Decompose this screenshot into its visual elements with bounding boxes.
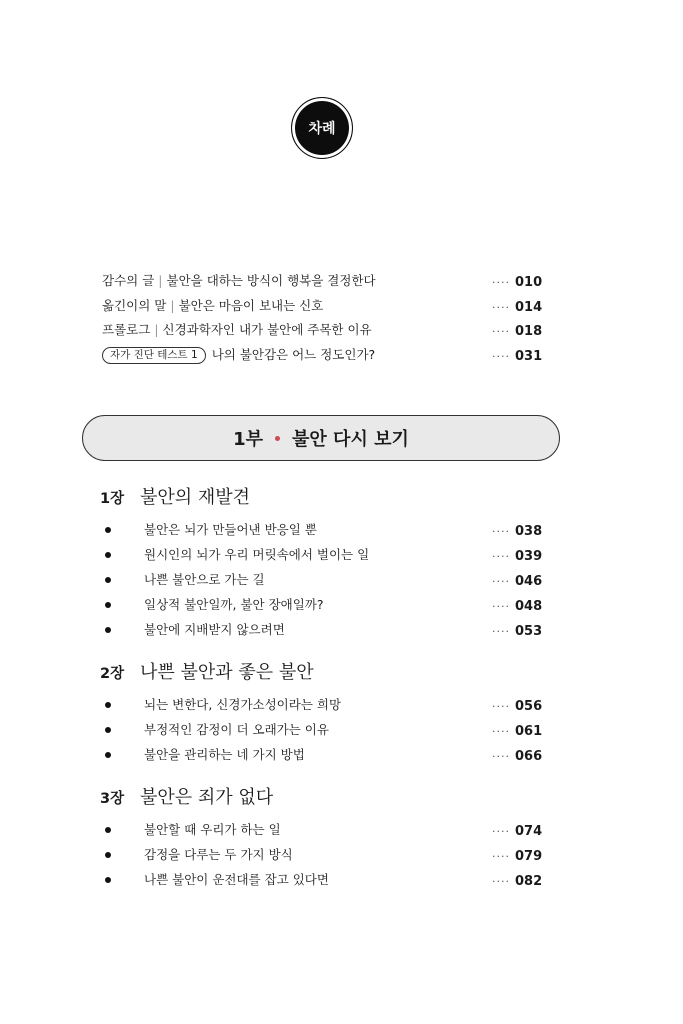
toc-item[interactable] (105, 744, 552, 766)
leader-dots: ···· (492, 276, 510, 289)
chapter-number: 2장 (100, 666, 125, 682)
item-text: 부정적인 감정이 더 오래가는 이유 (144, 722, 329, 737)
chapter-title: 나쁜 불안과 좋은 불안 (140, 662, 314, 683)
bullet-icon (105, 702, 111, 708)
toc-item[interactable] (105, 719, 552, 741)
leader-dots: ···· (492, 525, 510, 538)
leader-dots: ···· (492, 700, 510, 713)
separator: | (158, 273, 163, 288)
chapter-number: 1장 (100, 491, 125, 507)
front-matter-entry[interactable] (102, 295, 552, 317)
entry-subtitle: 불안은 마음이 보내는 신호 (178, 298, 324, 313)
page-number: 082 (515, 874, 543, 889)
contents-badge-label: 차례 (308, 121, 336, 137)
item-text: 나쁜 불안이 운전대를 잡고 있다면 (144, 872, 329, 887)
entry-subtitle: 신경과학자인 내가 불안에 주목한 이유 (162, 322, 372, 337)
entry-title: 감수의 글 (102, 273, 155, 288)
bullet-icon (105, 752, 111, 758)
item-text: 불안할 때 우리가 하는 일 (144, 822, 281, 837)
page-number: 038 (515, 524, 543, 539)
part-number: 1부 (233, 429, 264, 450)
page-number: 053 (515, 624, 543, 639)
page-number: 039 (515, 549, 543, 564)
bullet-icon (105, 602, 111, 608)
item-text: 불안에 지배받지 않으려면 (144, 622, 285, 637)
entry-subtitle: 불안을 대하는 방식이 행복을 결정한다 (166, 273, 376, 288)
toc-item[interactable] (105, 544, 552, 566)
leader-dots: ···· (492, 550, 510, 563)
leader-dots: ···· (492, 325, 510, 338)
page-number: 018 (515, 324, 543, 339)
front-matter-entry[interactable] (102, 344, 552, 366)
leader-dots: ···· (492, 750, 510, 763)
bullet-icon (105, 827, 111, 833)
bullet-icon (105, 877, 111, 883)
leader-dots: ···· (492, 600, 510, 613)
page-number: 046 (515, 574, 543, 589)
page-number: 074 (515, 824, 543, 839)
toc-item[interactable] (105, 519, 552, 541)
page-number: 061 (515, 724, 543, 739)
bullet-icon (105, 552, 111, 558)
page-number: 010 (515, 275, 543, 290)
self-test-tag: 자가 진단 테스트 1 (102, 347, 206, 364)
leader-dots: ···· (492, 825, 510, 838)
item-text: 뇌는 변한다, 신경가소성이라는 희망 (144, 697, 342, 712)
item-text: 불안을 관리하는 네 가지 방법 (144, 747, 305, 762)
bullet-icon (105, 852, 111, 858)
leader-dots: ···· (492, 575, 510, 588)
page-number: 056 (515, 699, 543, 714)
chapter-heading[interactable] (100, 484, 250, 512)
page-number: 079 (515, 849, 543, 864)
chapter-heading[interactable] (100, 659, 314, 687)
leader-dots: ···· (492, 301, 510, 314)
front-matter-entry[interactable] (102, 270, 552, 292)
chapter-title: 불안은 죄가 없다 (140, 787, 274, 808)
leader-dots: ···· (492, 875, 510, 888)
entry-title: 옮긴이의 말 (102, 298, 167, 313)
separator: | (154, 322, 159, 337)
item-text: 나쁜 불안으로 가는 길 (144, 572, 265, 587)
leader-dots: ···· (492, 850, 510, 863)
bullet-icon (105, 627, 111, 633)
page-number: 031 (515, 349, 543, 364)
toc-item[interactable] (105, 694, 552, 716)
separator: | (170, 298, 175, 313)
chapter-title: 불안의 재발견 (140, 487, 251, 508)
part-header[interactable] (82, 415, 560, 461)
bullet-dot-icon (275, 436, 280, 441)
item-text: 일상적 불안일까, 불안 장애일까? (144, 597, 324, 612)
front-matter-entry[interactable] (102, 319, 552, 341)
contents-badge (291, 97, 353, 159)
leader-dots: ···· (492, 625, 510, 638)
toc-item[interactable] (105, 619, 552, 641)
item-text: 감정을 다루는 두 가지 방식 (144, 847, 293, 862)
chapter-number: 3장 (100, 791, 125, 807)
bullet-icon (105, 727, 111, 733)
toc-item[interactable] (105, 569, 552, 591)
bullet-icon (105, 527, 111, 533)
leader-dots: ···· (492, 350, 510, 363)
toc-item[interactable] (105, 819, 552, 841)
toc-item[interactable] (105, 844, 552, 866)
entry-subtitle: 나의 불안감은 어느 정도인가? (211, 347, 376, 362)
toc-item[interactable] (105, 869, 552, 891)
page-number: 066 (515, 749, 543, 764)
toc-item[interactable] (105, 594, 552, 616)
bullet-icon (105, 577, 111, 583)
leader-dots: ···· (492, 725, 510, 738)
part-title: 불안 다시 보기 (292, 429, 409, 450)
item-text: 원시인의 뇌가 우리 머릿속에서 벌이는 일 (144, 547, 370, 562)
chapter-heading[interactable] (100, 784, 273, 812)
item-text: 불안은 뇌가 만들어낸 반응일 뿐 (144, 522, 317, 537)
entry-title: 프롤로그 (102, 322, 151, 337)
page-number: 014 (515, 300, 543, 315)
page-number: 048 (515, 599, 543, 614)
